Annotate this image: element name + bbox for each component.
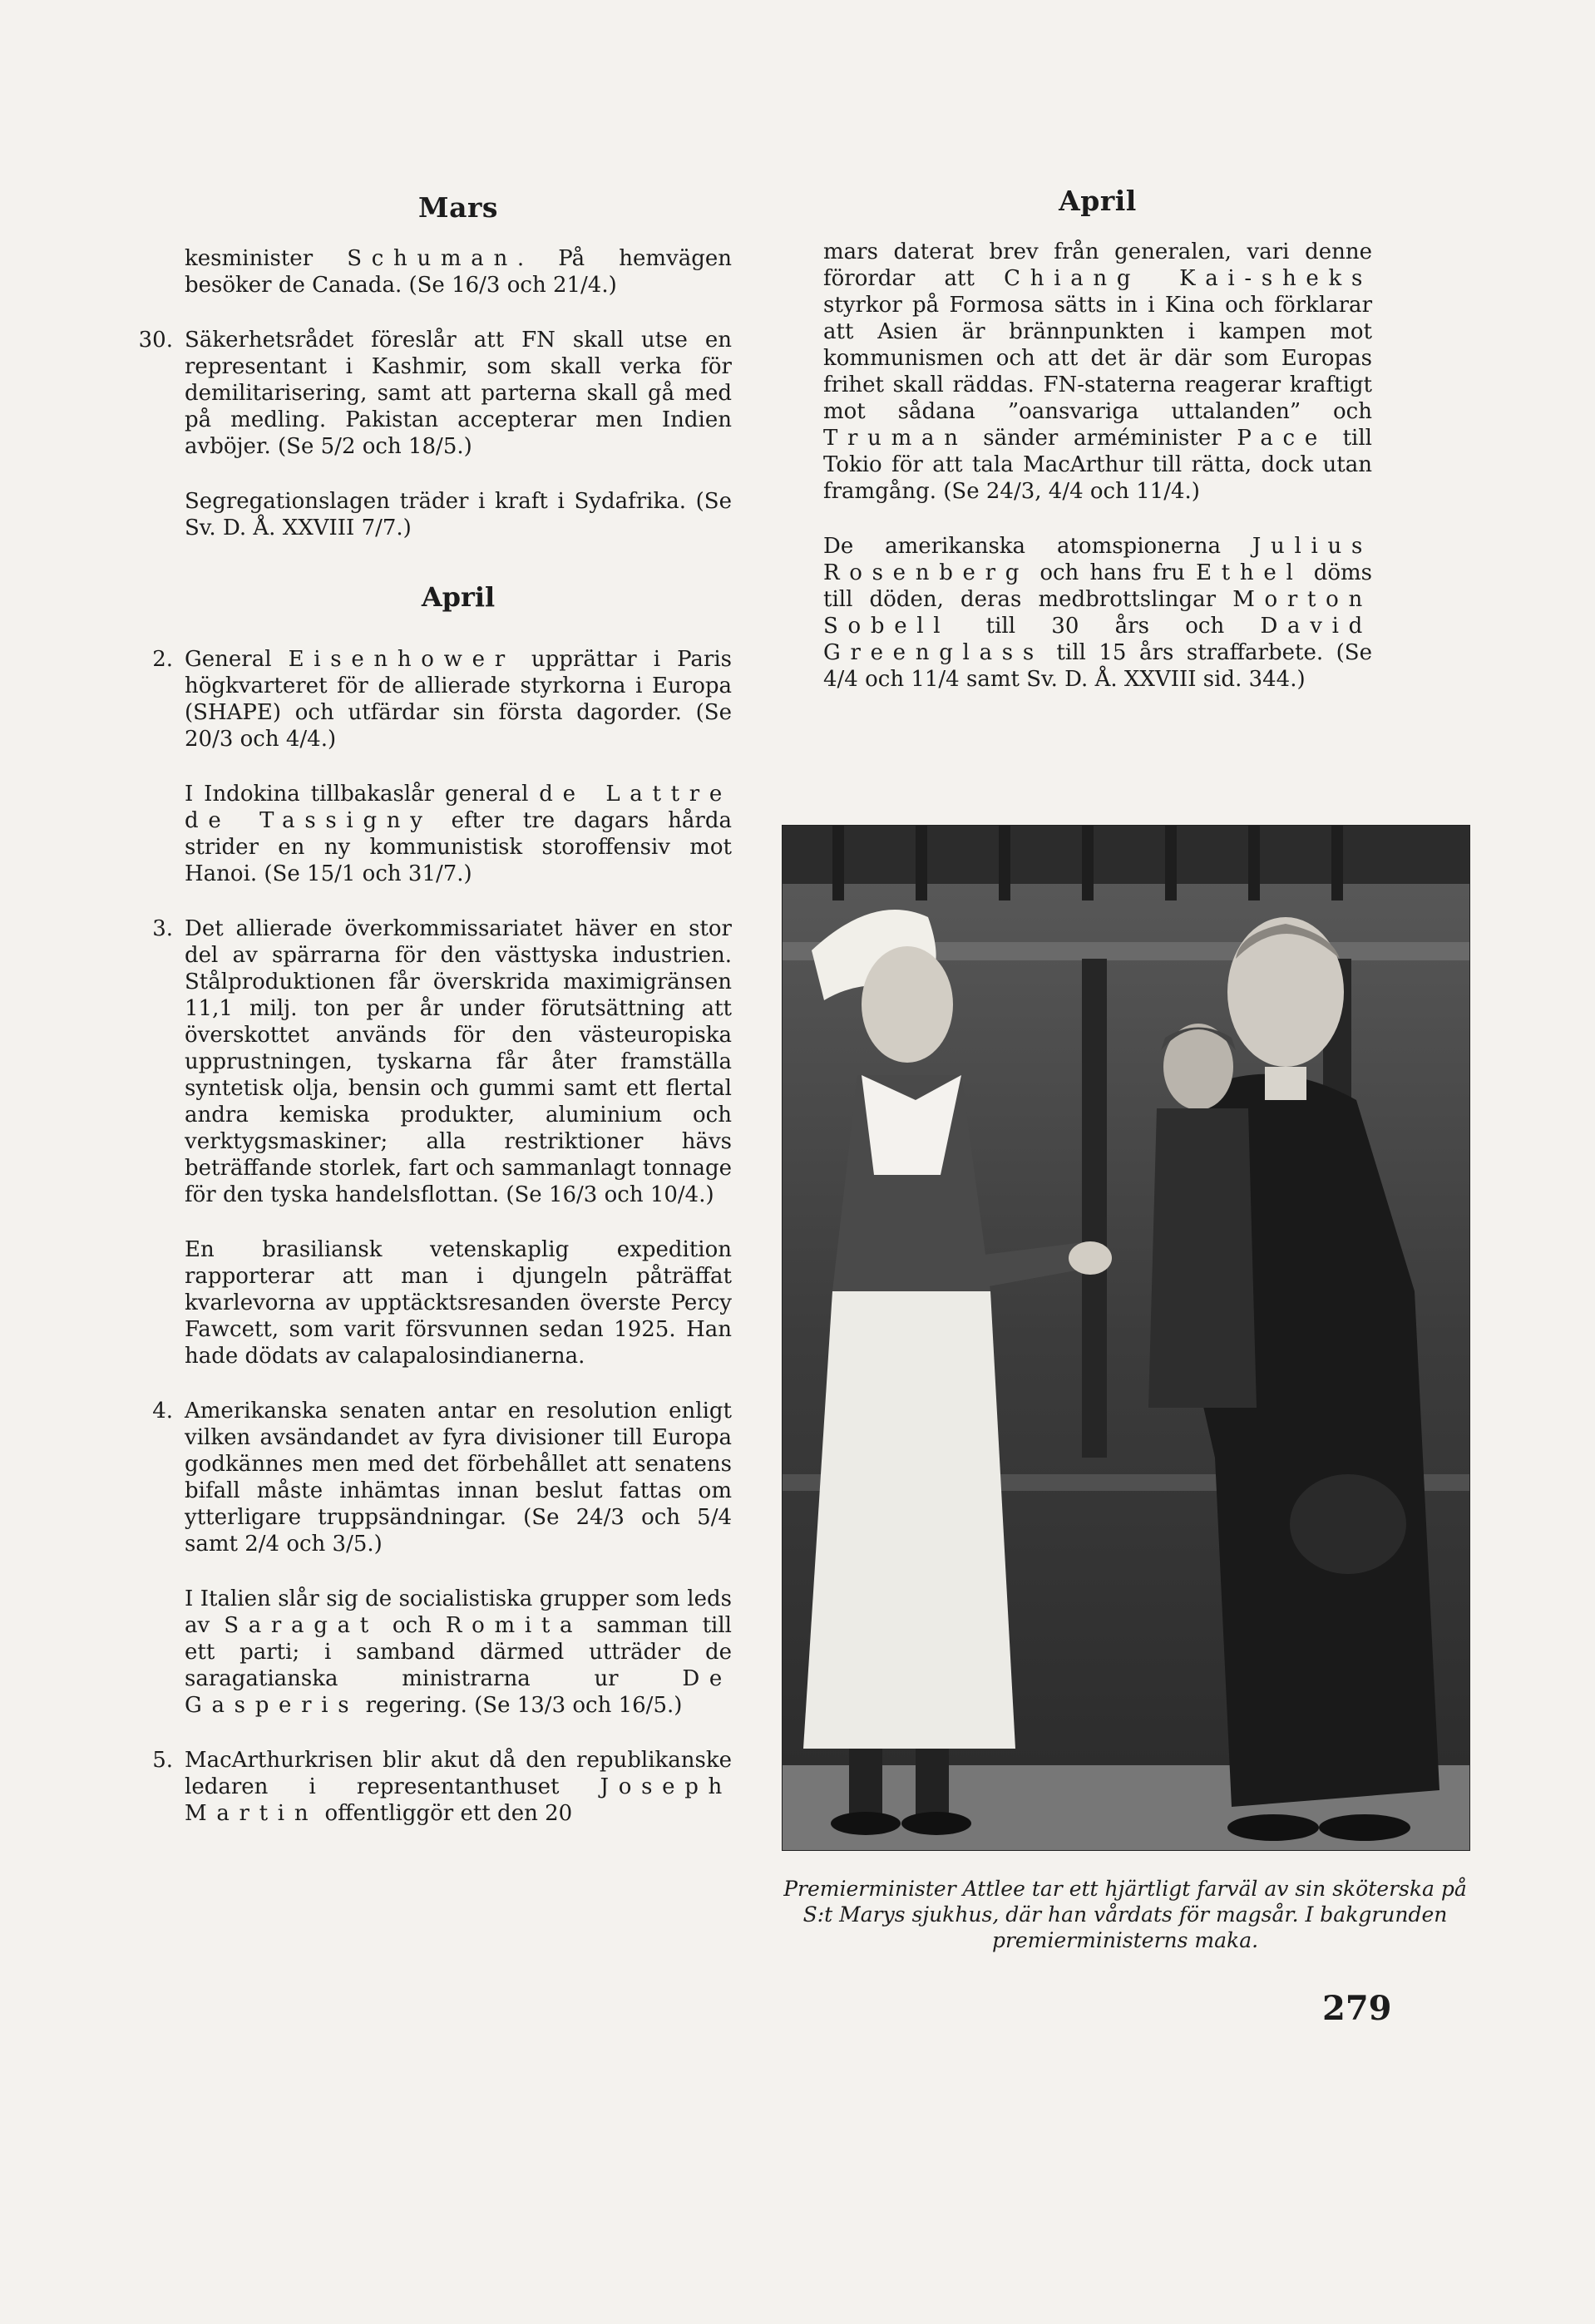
paragraph-indokina: I Indokina tillbakaslår general de Lattre de Tassigny efter tre dagars hårda strider en ny kommunistisk storoffensiv mot Hanoi. (Se 15/1 och 31/7.)	[185, 782, 733, 886]
person-name: Romita	[445, 1613, 583, 1638]
paragraph-shape: General Eisenhower upprättar i Paris högkvarteret för de allierade styrkorna i Europa (SHAPE) och utfärdar sin första dagorder. (Se 20/3 och 4/4.)	[185, 647, 732, 752]
person-name: Morton Sobell	[823, 587, 1372, 639]
page-number: 279	[1322, 1989, 1392, 2028]
entry-continuation	[116, 245, 732, 299]
entry-day-4	[116, 1398, 732, 1719]
left-column-heading: Mars	[418, 191, 498, 224]
day-number: 30.	[138, 328, 173, 353]
paragraph-rosenberg: De amerikanska atomspionerna Julius Rosenberg och hans fru Ethel döms till döden, deras medbrottslingar Morton Sobell till 30 års och David Greenglass till 15 års straffarbete. (Se 4/4 och 11/4 samt Sv. D. Å. XXVIII sid. 344.)	[823, 534, 1373, 692]
person-name: Joseph Martin	[185, 1774, 732, 1826]
person-name: Eisenhower	[288, 647, 515, 672]
person-name: Schuman	[347, 246, 517, 271]
person-name: Saragat	[224, 1613, 378, 1638]
day-number: 2.	[152, 647, 173, 672]
person-name: de Lattre de Tassigny	[185, 782, 733, 833]
day-number: 4.	[152, 1399, 173, 1424]
person-name: Julius Rosenberg	[823, 534, 1372, 585]
photo-caption: Premierminister Attlee tar ett hjärtligt farväl av sin sköterska på S:t Marys sjukhus, där han vårdats för magsår. I bakgrunden premierministerns maka.	[783, 1877, 1467, 1952]
paragraph-industry: Det allierade överkommissariatet häver en stor del av spärrarna för den västtyska industrien. Stålproduktionen får överskrida maximigränsen 11,1 milj. ton per år under förutsättning att överskottet används för den västeuropiska upprustningen, tyskarna får åter framställa syntetisk olja, bensin och gummi samt ett flertal andra kemiska produkter, aluminium och verktygsmaskiner; alla restriktioner hävs beträffande storlek, fart och sammanlagt tonnage för den tyska handelsflottan. (Se 16/3 och 10/4.)	[185, 916, 732, 1207]
photo-attlee-nurse	[782, 825, 1470, 1851]
person-name: Pace	[1237, 426, 1327, 451]
section-heading-april: April	[421, 581, 496, 613]
person-name: Truman	[823, 426, 968, 451]
left-column	[116, 191, 732, 1855]
day-number: 3.	[152, 916, 173, 941]
paragraph-macarthur: MacArthurkrisen blir akut då den republikanske ledaren i representanthuset Joseph Martin offentliggör ett den 20	[185, 1748, 732, 1826]
right-column	[823, 185, 1372, 721]
entry-day-3	[116, 915, 732, 1369]
person-name: Chiang Kai-sheks	[1004, 266, 1372, 291]
photo-illustration	[783, 826, 1469, 1850]
right-column-heading: April	[1059, 185, 1137, 217]
day-number: 5.	[152, 1748, 173, 1773]
paragraph-fawcett: En brasiliansk vetenskaplig expedition rapporterar att man i djungeln påträffat kvarlevorna av upptäcktsresanden överste Percy Fawcett, som varit försvunnen sedan 1925. Han hade dödats av calapalosindianerna.	[185, 1237, 732, 1369]
entry-day-5	[116, 1747, 732, 1827]
paragraph-italy: I Italien slår sig de socialistiska grupper som leds av Saragat och Romita samman till ett parti; i samband därmed utträder de saragatianska ministrarna ur De Gasperis regering. (Se 13/3 och 16/5.)	[185, 1586, 732, 1718]
paragraph-kashmir: Säkerhetsrådet föreslår att FN skall utse en representant i Kashmir, som skall verka för demilitarisering, samt att parterna skall gå med på medling. Pakistan accepterar men Indien avböjer. (Se 5/2 och 18/5.)	[185, 328, 732, 459]
person-name: Ethel	[1196, 560, 1303, 585]
paragraph-chiang: mars daterat brev från generalen, vari denne förordar att Chiang Kai-sheks styrkor på Formosa sätts in i Kina och förklarar att Asien är brännpunkten i kampen mot kommunismen och att det är där som Europas frihet skall räddas. FN-staterna reagerar kraftigt mot sådana ”oansvariga uttalanden” och Truman sänder arméminister Pace till Tokio för att tala MacArthur till rätta, dock utan framgång. (Se 24/3, 4/4 och 11/4.)	[823, 239, 1372, 504]
paragraph-senate: Amerikanska senaten antar en resolution enligt vilken avsändandet av fyra divisioner till Europa godkännes men med det förbehållet att senatens bifall måste inhämtas innan beslut fattas om ytterligare truppsändningar. (Se 24/3 och 5/4 samt 2/4 och 3/5.)	[185, 1399, 732, 1557]
paragraph-segregation: Segregationslagen träder i kraft i Sydafrika. (Se Sv. D. Å. XXVIII 7/7.)	[185, 489, 732, 540]
person-name: David Greenglass	[823, 614, 1372, 665]
continuation-paragraph: kesminister Schuman. På hemvägen besöker de Canada. (Se 16/3 och 21/4.)	[185, 246, 733, 298]
entry-day-2	[116, 646, 732, 887]
entry-day-30	[116, 327, 732, 541]
person-name: De Gasperis	[185, 1666, 732, 1718]
